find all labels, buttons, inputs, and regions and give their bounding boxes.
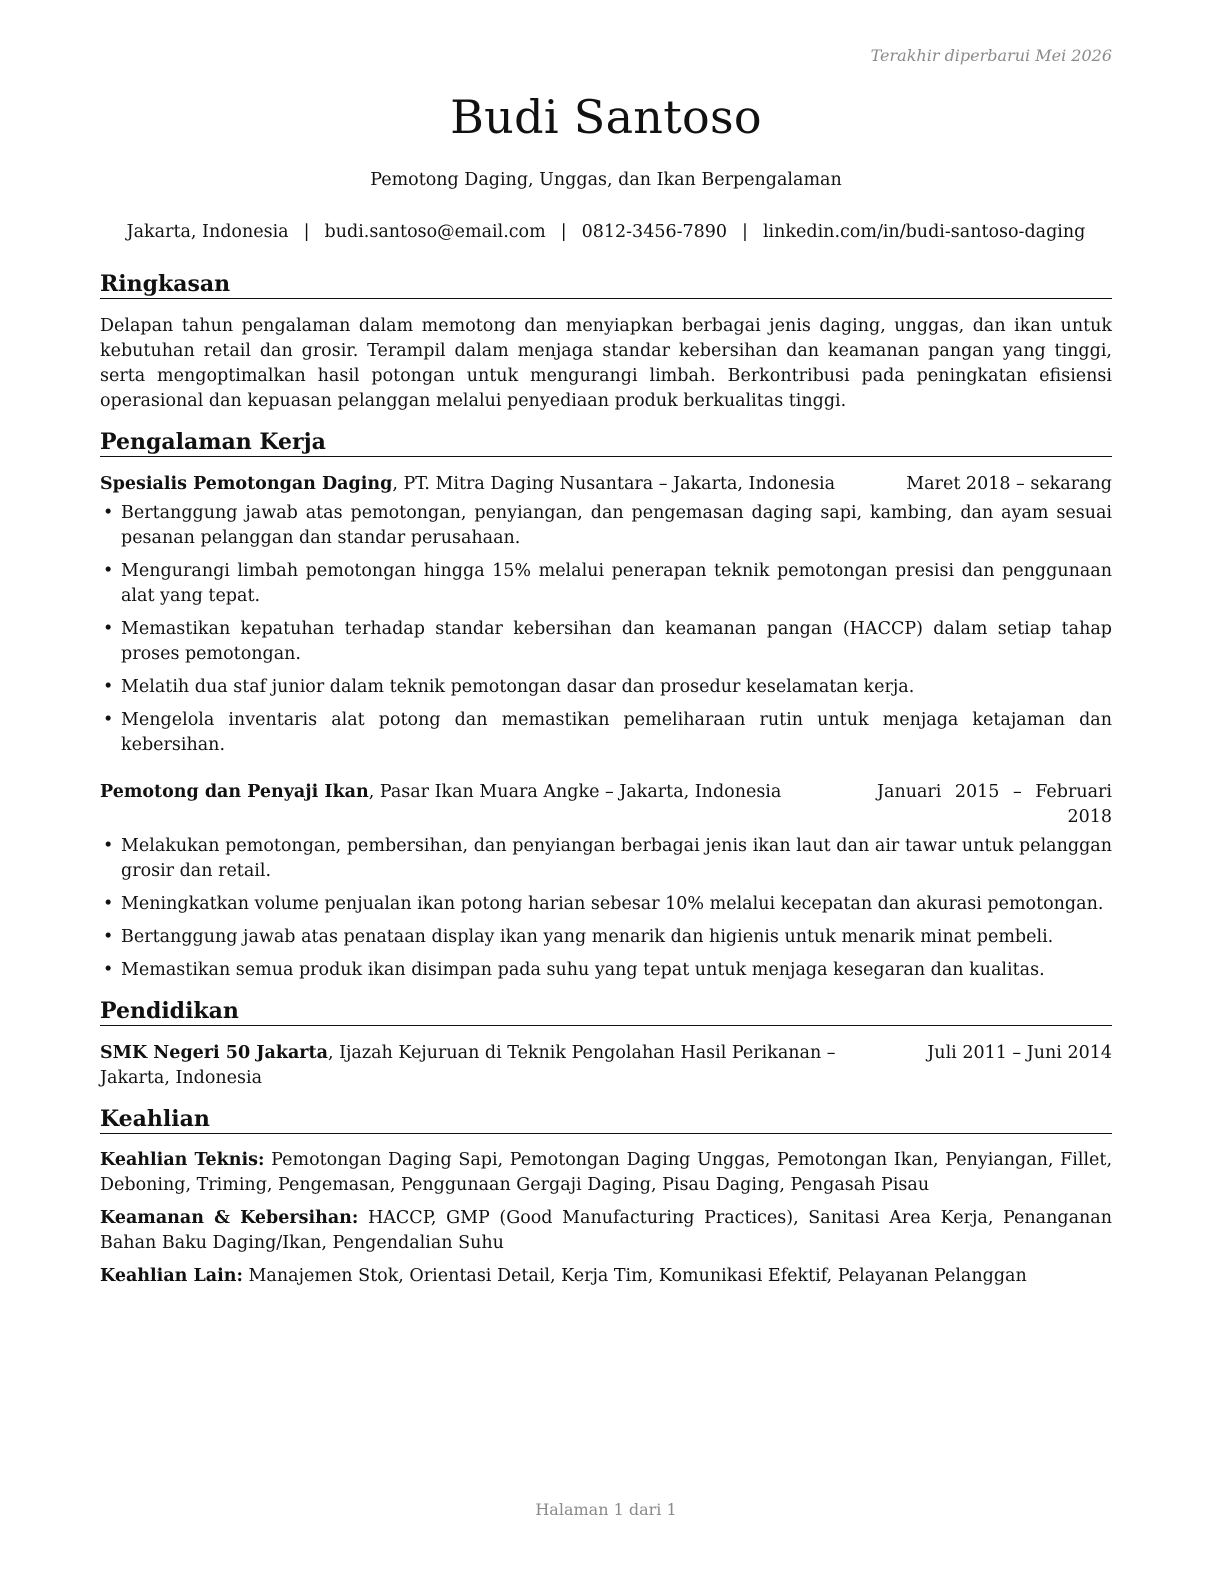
skill-group-label: Keahlian Teknis: [100, 1150, 265, 1170]
bullet-text: Memastikan semua produk ikan disimpan pada suhu yang tepat untuk menjaga kesegaran dan kualitas. [121, 960, 1045, 980]
page-number: Halaman 1 dari 1 [535, 1500, 677, 1519]
contact-separator: | [560, 222, 567, 242]
education-date: Juli 2011 – Juni 2014 [927, 1043, 1112, 1063]
contact-linkedin[interactable]: linkedin.com/in/budi-santoso-daging [762, 222, 1086, 242]
list-item [100, 501, 1112, 551]
education-heading: Pendidikan [100, 997, 1112, 1026]
skills-list [100, 1148, 1112, 1289]
bullet-icon: • [103, 503, 114, 523]
job-entry [100, 472, 1112, 758]
list-item [100, 925, 1112, 950]
skill-group-text: Manajemen Stok, Orientasi Detail, Kerja Tim, Komunikasi Efektif, Pelayanan Pelanggan [242, 1266, 1027, 1286]
contact-separator: | [742, 222, 748, 242]
education-school: SMK Negeri 50 Jakarta [100, 1043, 328, 1063]
skill-group [100, 1148, 1112, 1198]
skill-group-label: Keahlian Lain: [100, 1266, 243, 1286]
list-item [100, 559, 1112, 609]
bullet-icon: • [103, 927, 114, 947]
list-item [100, 892, 1112, 917]
bullet-icon: • [103, 677, 114, 697]
bullet-text: Bertanggung jawab atas penataan display ikan yang menarik dan higienis untuk menarik minat pembeli. [121, 927, 1054, 947]
experience-heading: Pengalaman Kerja [100, 428, 1112, 457]
bullet-icon: • [103, 836, 114, 856]
bullet-icon: • [103, 710, 114, 730]
bullet-text: Bertanggung jawab atas pemotongan, penyiangan, dan pengemasan daging sapi, kambing, dan ayam sesuai pesanan pelanggan dan standar perusahaan. [121, 503, 1112, 548]
contact-line [100, 220, 1112, 244]
candidate-title: Pemotong Daging, Unggas, dan Ikan Berpengalaman [370, 170, 842, 190]
job-role: Spesialis Pemotongan Daging [100, 474, 393, 494]
bullet-icon: • [103, 894, 114, 914]
resume-content [100, 270, 1112, 1303]
job-date: Januari 2015 – Februari 2018 [877, 782, 1112, 827]
candidate-name: Budi Santoso [450, 90, 762, 144]
summary-section [100, 270, 1112, 414]
job-bullets [100, 501, 1112, 758]
job-bullets [100, 834, 1112, 983]
resume-page [100, 0, 1112, 1584]
job-header [100, 472, 1112, 497]
summary-heading: Ringkasan [100, 270, 1112, 299]
job-org: , PT. Mitra Daging Nusantara – Jakarta, Indonesia [392, 474, 836, 494]
list-item [100, 834, 1112, 884]
job-org: , Pasar Ikan Muara Angke – Jakarta, Indonesia [368, 782, 782, 802]
skill-group-text: Pemotongan Daging Sapi, Pemotongan Daging Unggas, Pemotongan Ikan, Penyiangan, Fillet, Deboning, Triming, Pengemasan, Penggunaan Gergaji Daging, Pisau Daging, Pengasah Pisau [100, 1150, 1113, 1195]
experience-section [100, 428, 1112, 983]
skill-group-label: Keamanan & Kebersihan: [100, 1208, 359, 1228]
job-entry [100, 780, 1112, 983]
skill-group [100, 1206, 1112, 1256]
bullet-text: Mengelola inventaris alat potong dan memastikan pemeliharaan rutin untuk menjaga ketajaman dan kebersihan. [121, 710, 1112, 755]
list-item [100, 958, 1112, 983]
contact-email[interactable]: budi.santoso@email.com [324, 222, 546, 242]
contact-phone[interactable]: 0812-3456-7890 [581, 222, 728, 242]
skills-section [100, 1105, 1112, 1289]
education-detail: , Ijazah Kejuruan di Teknik Pengolahan Hasil Perikanan – Jakarta, Indonesia [100, 1043, 836, 1088]
job-header [100, 780, 1112, 830]
education-section [100, 997, 1112, 1091]
education-entry [100, 1041, 1112, 1091]
last-updated: Terakhir diperbarui Mei 2026 [870, 46, 1112, 65]
skills-heading: Keahlian [100, 1105, 1112, 1134]
bullet-text: Meningkatkan volume penjualan ikan potong harian sebesar 10% melalui kecepatan dan akurasi pemotongan. [121, 894, 1104, 914]
contact-separator: | [303, 222, 310, 242]
skill-group-text: HACCP, GMP (Good Manufacturing Practices), Sanitasi Area Kerja, Penanganan Bahan Baku Daging/Ikan, Pengendalian Suhu [100, 1208, 1112, 1253]
bullet-text: Melatih dua staf junior dalam teknik pemotongan dasar dan prosedur keselamatan kerja. [121, 677, 915, 697]
list-item [100, 617, 1112, 667]
skill-group [100, 1264, 1112, 1289]
list-item [100, 708, 1112, 758]
job-date: Maret 2018 – sekarang [906, 474, 1112, 494]
bullet-icon: • [103, 619, 114, 639]
bullet-text: Memastikan kepatuhan terhadap standar kebersihan dan keamanan pangan (HACCP) dalam setiap tahap proses pemotongan. [121, 619, 1112, 664]
bullet-icon: • [103, 960, 114, 980]
bullet-text: Melakukan pemotongan, pembersihan, dan penyiangan berbagai jenis ikan laut dan air tawar untuk pelanggan grosir dan retail. [121, 836, 1112, 881]
bullet-text: Mengurangi limbah pemotongan hingga 15% melalui penerapan teknik pemotongan presisi dan penggunaan alat yang tepat. [121, 561, 1112, 606]
job-role: Pemotong dan Penyaji Ikan [100, 782, 369, 802]
contact-location: Jakarta, Indonesia [126, 222, 289, 242]
summary-text: Delapan tahun pengalaman dalam memotong dan menyiapkan berbagai jenis daging, unggas, dan ikan untuk kebutuhan retail dan grosir. Terampil dalam menjaga standar kebersihan dan keamanan pangan yang tinggi, serta mengoptimalkan hasil potongan untuk mengurangi limbah. Berkontribusi pada peningkatan efisiensi operasional dan kepuasan pelanggan melalui penyediaan produk berkualitas tinggi. [100, 316, 1112, 411]
bullet-icon: • [103, 561, 114, 581]
list-item [100, 675, 1112, 700]
